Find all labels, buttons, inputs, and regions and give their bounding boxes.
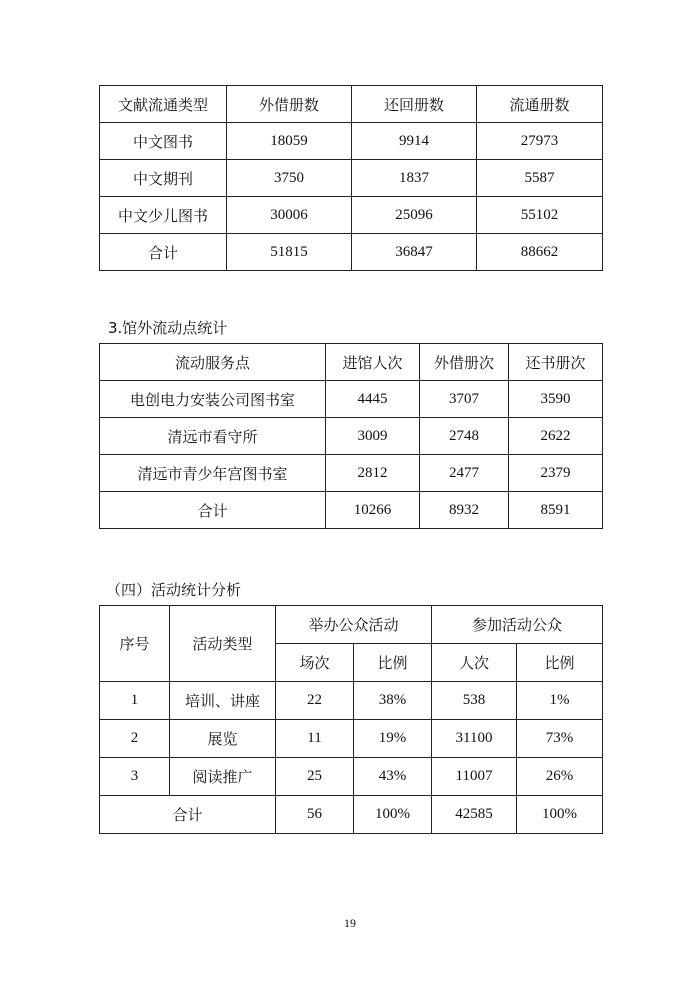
table-cell: 2477 <box>420 455 509 492</box>
table-header-row <box>100 86 603 123</box>
table-cell: 清远市青少年宫图书室 <box>100 455 326 492</box>
table-cell: 38% <box>354 682 432 720</box>
table-cell: 88662 <box>477 234 603 271</box>
table-total-row <box>100 492 603 529</box>
header-cell: 外借册数 <box>227 86 352 123</box>
header-cell: 序号 <box>100 606 170 682</box>
table-cell: 27973 <box>477 123 603 160</box>
table-row <box>100 720 603 758</box>
table-cell: 43% <box>354 758 432 796</box>
table-header-row <box>100 344 603 381</box>
table-cell: 2 <box>100 720 170 758</box>
header-cell: 还回册数 <box>352 86 477 123</box>
header-cell: 人次 <box>432 644 517 682</box>
table-cell: 中文少儿图书 <box>100 197 227 234</box>
table-cell: 538 <box>432 682 517 720</box>
table-cell: 1837 <box>352 160 477 197</box>
table-cell: 11 <box>276 720 354 758</box>
table-cell: 22 <box>276 682 354 720</box>
table-cell: 56 <box>276 796 354 834</box>
table-cell: 11007 <box>432 758 517 796</box>
header-cell: 比例 <box>517 644 603 682</box>
table-cell: 1 <box>100 682 170 720</box>
header-cell: 活动类型 <box>170 606 276 682</box>
section-heading: 3.馆外流动点统计 <box>108 319 228 337</box>
circulation-table <box>99 85 603 271</box>
header-cell: 流动服务点 <box>100 344 326 381</box>
table-cell: 合计 <box>100 492 326 529</box>
header-cell: 还书册次 <box>509 344 603 381</box>
table-cell: 51815 <box>227 234 352 271</box>
header-cell: 举办公众活动 <box>276 606 432 644</box>
table-cell: 3750 <box>227 160 352 197</box>
table-cell: 73% <box>517 720 603 758</box>
table-row <box>100 682 603 720</box>
header-cell: 场次 <box>276 644 354 682</box>
header-cell: 外借册次 <box>420 344 509 381</box>
table-cell: 培训、讲座 <box>170 682 276 720</box>
table-cell: 2812 <box>326 455 420 492</box>
table-row <box>100 455 603 492</box>
table-cell: 电创电力安装公司图书室 <box>100 381 326 418</box>
table-total-row <box>100 796 603 834</box>
table-cell: 19% <box>354 720 432 758</box>
table-cell: 2748 <box>420 418 509 455</box>
table-cell: 36847 <box>352 234 477 271</box>
table-row <box>100 418 603 455</box>
table-cell: 4445 <box>326 381 420 418</box>
table-cell: 3009 <box>326 418 420 455</box>
table-cell: 25096 <box>352 197 477 234</box>
table-row <box>100 758 603 796</box>
table-cell: 25 <box>276 758 354 796</box>
table-row <box>100 197 603 234</box>
table-cell: 30006 <box>227 197 352 234</box>
header-cell: 文献流通类型 <box>100 86 227 123</box>
table-cell: 中文期刊 <box>100 160 227 197</box>
table-cell: 8932 <box>420 492 509 529</box>
table-cell: 2379 <box>509 455 603 492</box>
table-cell: 2622 <box>509 418 603 455</box>
table-cell: 26% <box>517 758 603 796</box>
table-cell: 3 <box>100 758 170 796</box>
table-cell: 31100 <box>432 720 517 758</box>
table-row <box>100 381 603 418</box>
header-cell: 流通册数 <box>477 86 603 123</box>
header-cell: 参加活动公众 <box>432 606 603 644</box>
header-cell: 比例 <box>354 644 432 682</box>
activity-table <box>99 605 603 834</box>
table-cell: 合计 <box>100 234 227 271</box>
table-cell: 5587 <box>477 160 603 197</box>
section-heading: （四）活动统计分析 <box>106 581 242 599</box>
table-cell: 42585 <box>432 796 517 834</box>
table-header-row <box>100 606 603 644</box>
table-cell: 1% <box>517 682 603 720</box>
table-cell: 100% <box>517 796 603 834</box>
table-cell: 8591 <box>509 492 603 529</box>
table-row <box>100 160 603 197</box>
table-cell: 3707 <box>420 381 509 418</box>
mobile-service-table <box>99 343 603 529</box>
table-cell: 3590 <box>509 381 603 418</box>
table-total-row <box>100 234 603 271</box>
header-cell: 进馆人次 <box>326 344 420 381</box>
table-cell: 清远市看守所 <box>100 418 326 455</box>
table-cell: 10266 <box>326 492 420 529</box>
table-cell: 55102 <box>477 197 603 234</box>
table-cell: 展览 <box>170 720 276 758</box>
table-cell: 合计 <box>100 796 276 834</box>
table-cell: 18059 <box>227 123 352 160</box>
page-number: 19 <box>344 916 356 930</box>
table-cell: 9914 <box>352 123 477 160</box>
table-cell: 中文图书 <box>100 123 227 160</box>
table-cell: 100% <box>354 796 432 834</box>
table-row <box>100 123 603 160</box>
table-cell: 阅读推广 <box>170 758 276 796</box>
